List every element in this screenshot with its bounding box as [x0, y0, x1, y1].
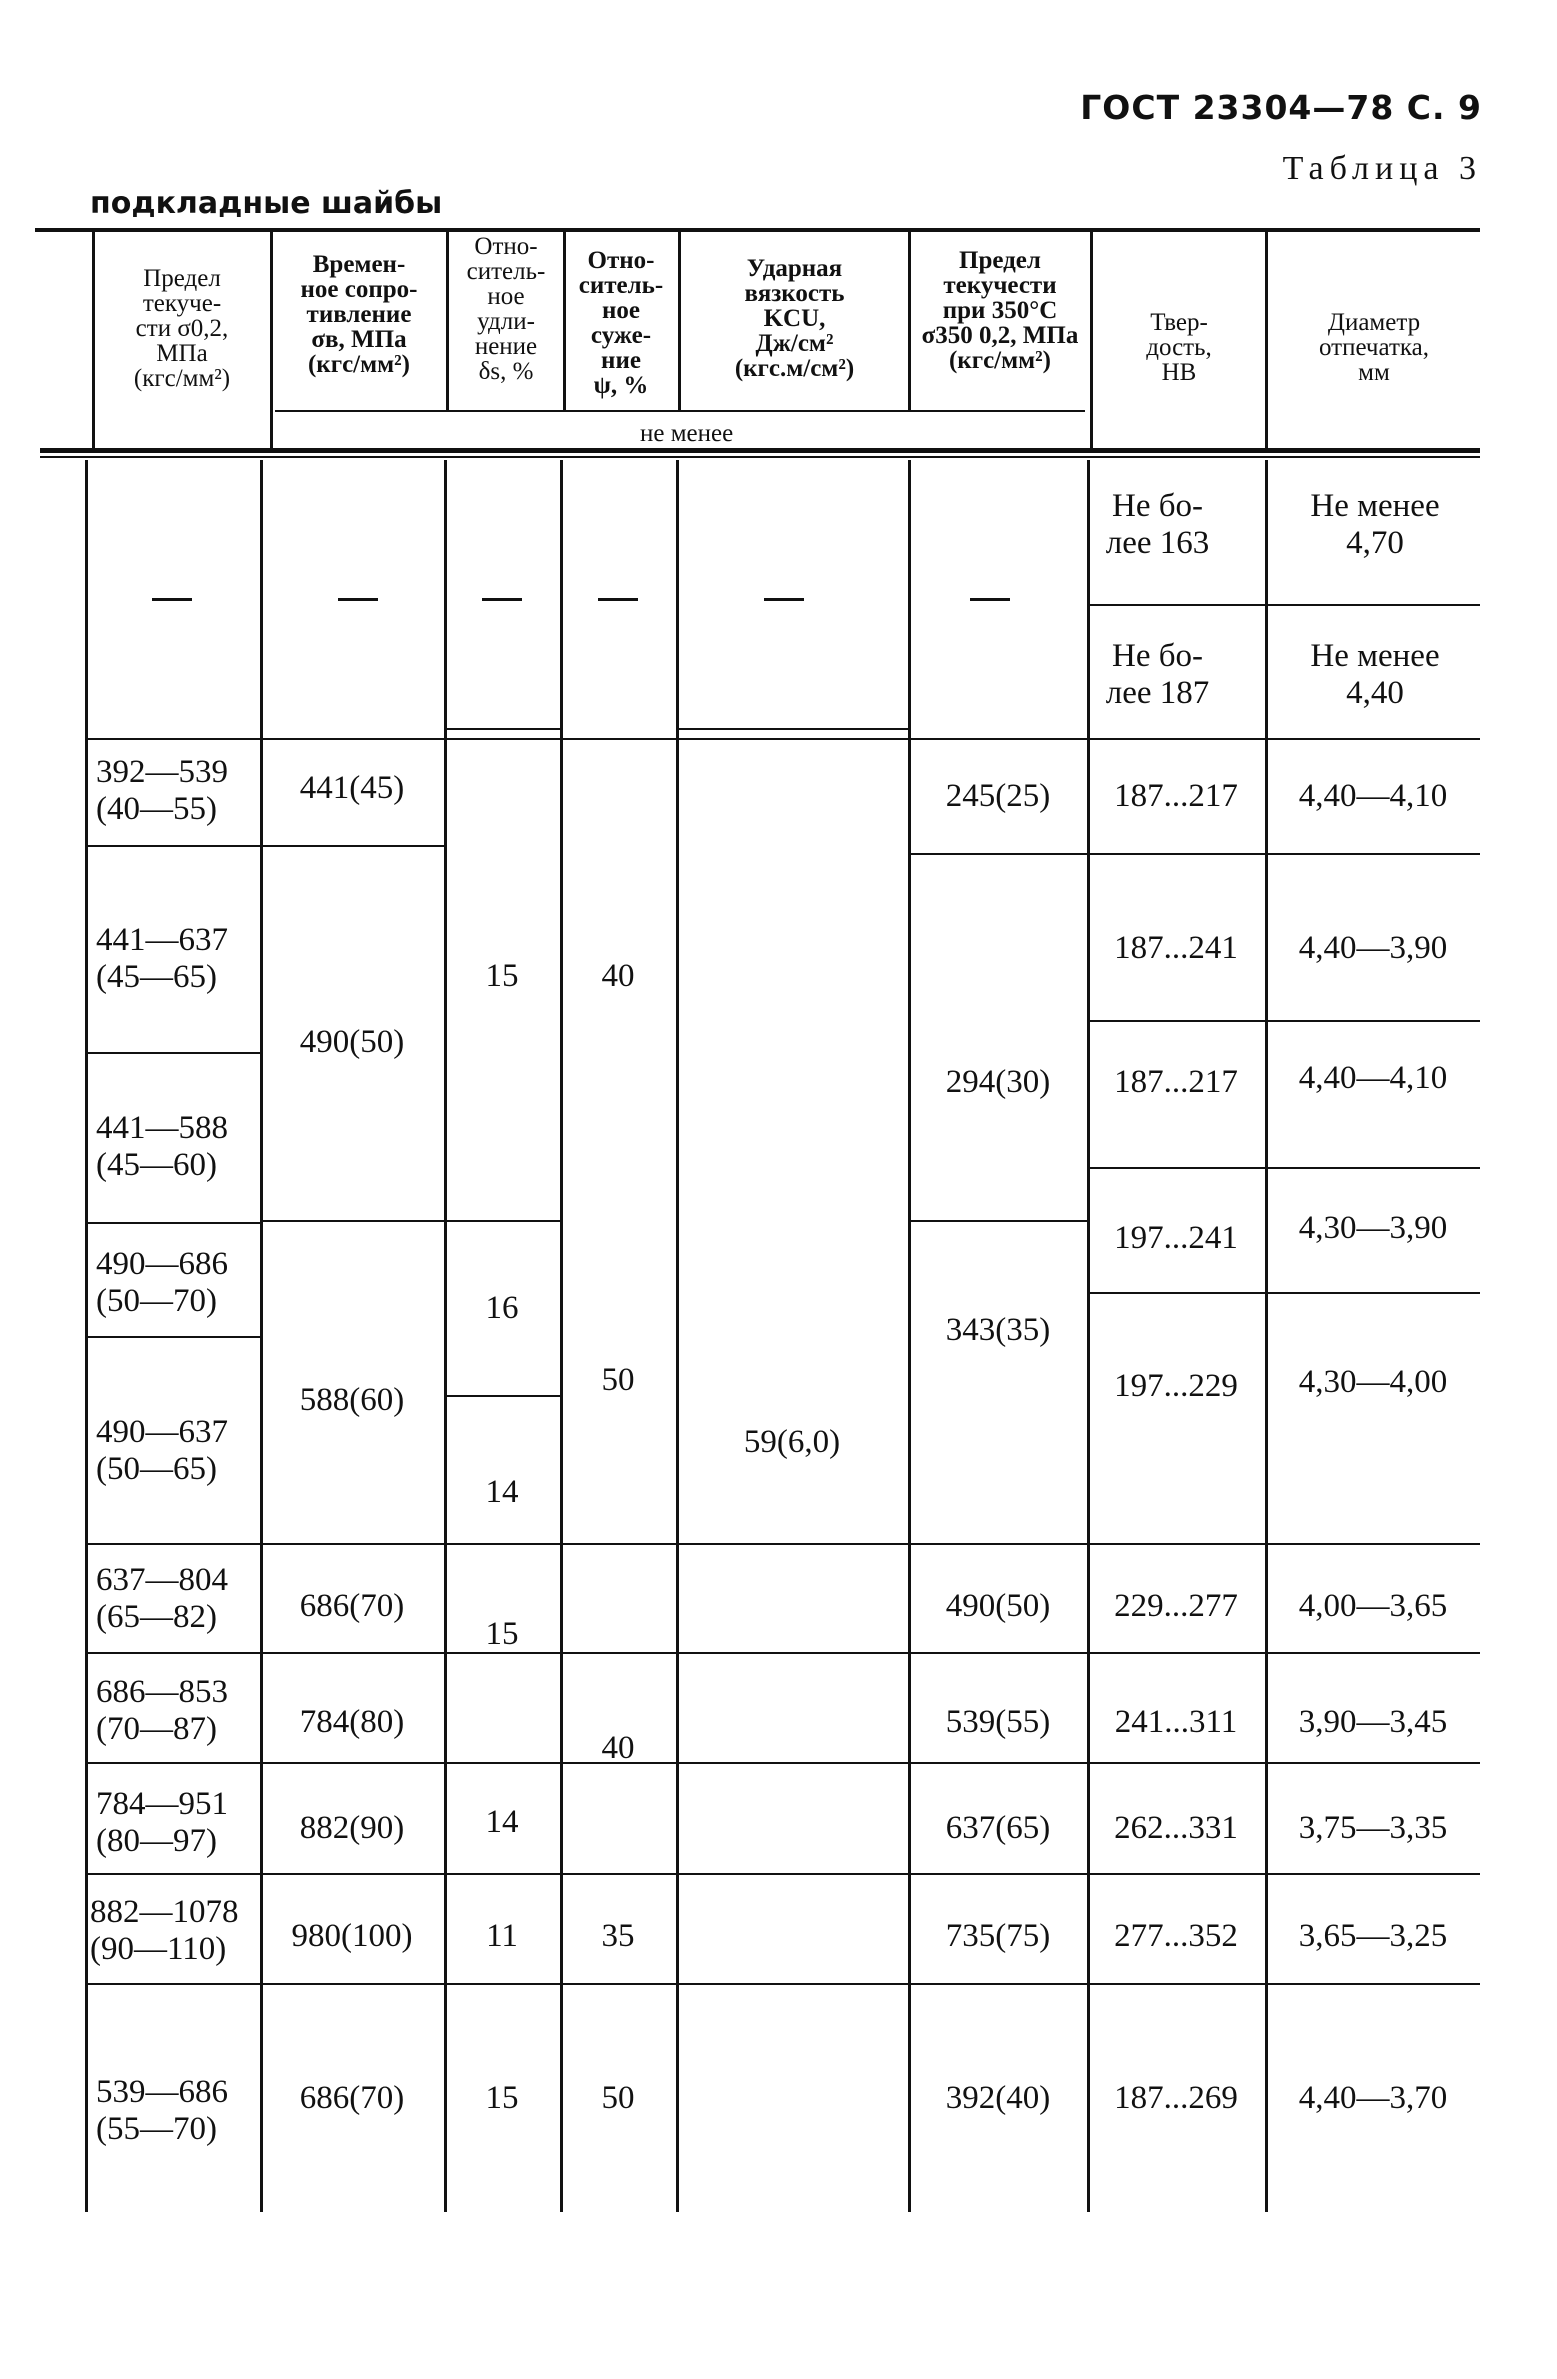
body-rule: [676, 460, 679, 2212]
elongation-cell: 15: [485, 2080, 519, 2116]
diameter-cell: Не менее 4,40: [1310, 638, 1440, 711]
yield350-cell: 637(65): [945, 1810, 1051, 1846]
column-header-yield-350: Предел текучести при 350°С σ350 0,2, МПа (кгс/мм²): [921, 247, 1079, 374]
table-label: Таблица 3: [1282, 150, 1482, 187]
row-rule: [444, 1395, 560, 1397]
empty-dash: [338, 598, 378, 601]
row-rule: [85, 1983, 1480, 1985]
yield-cell: 686—853 (70—87): [96, 1674, 228, 1747]
hardness-cell: 241...311: [1114, 1704, 1238, 1740]
diameter-cell: 4,40—4,10: [1298, 778, 1448, 814]
header-rule: [1090, 232, 1093, 448]
row-rule: [1090, 604, 1480, 606]
hardness-cell: 187...217: [1114, 778, 1238, 814]
row-rule: [260, 1220, 444, 1222]
diameter-cell: 4,00—3,65: [1298, 1588, 1448, 1624]
row-rule: [85, 738, 1480, 740]
yield350-cell: 735(75): [945, 1918, 1051, 1954]
column-header-tensile: Времен- ное сопро- тивление σв, МПа (кгс/мм²): [300, 251, 418, 378]
diameter-cell: 4,40—3,70: [1298, 2080, 1448, 2116]
elongation-cell: 16: [485, 1290, 519, 1326]
tensile-cell: 784(80): [299, 1704, 405, 1740]
header-rule: [92, 232, 95, 448]
yield-cell: 539—686 (55—70): [96, 2074, 228, 2147]
row-rule: [260, 845, 444, 847]
row-rule: [85, 1873, 1480, 1875]
row-rule: [1087, 1020, 1480, 1022]
row-rule: [85, 1652, 1480, 1654]
diameter-cell: 4,30—4,00: [1298, 1364, 1448, 1400]
column-header-elongation: Отно- ситель- ное удли- нение δs, %: [466, 233, 546, 385]
row-rule: [85, 1222, 260, 1224]
hardness-cell: Не бо- лее 163: [1105, 488, 1210, 561]
elongation-cell: 11: [486, 1918, 518, 1954]
row-rule: [85, 1762, 1480, 1764]
table-subtitle: подкладные шайбы: [90, 186, 443, 221]
header-bottom-rule-2: [40, 456, 1480, 458]
yield-cell: 490—686 (50—70): [96, 1246, 228, 1319]
row-rule: [676, 728, 908, 730]
yield350-cell: 343(35): [945, 1312, 1051, 1348]
not-less-rule: [275, 410, 1085, 412]
yield350-cell: 294(30): [945, 1064, 1051, 1100]
yield-cell: 637—804 (65—82): [96, 1562, 228, 1635]
empty-dash: [152, 598, 192, 601]
column-header-narrowing: Отно- ситель- ное суже- ние ψ, %: [578, 247, 664, 399]
hardness-cell: Не бо- лее 187: [1105, 638, 1210, 711]
narrowing-cell: 40: [601, 958, 635, 994]
header-rule: [446, 232, 449, 410]
diameter-cell: 4,30—3,90: [1298, 1210, 1448, 1246]
row-rule: [908, 1220, 1087, 1222]
tensile-cell: 588(60): [299, 1382, 405, 1418]
hardness-cell: 197...241: [1114, 1220, 1238, 1256]
row-rule: [85, 1543, 1480, 1545]
diameter-cell: 4,40—3,90: [1298, 930, 1448, 966]
diameter-cell: 4,40—4,10: [1298, 1060, 1448, 1096]
column-header-yield: Предел текуче- сти σ0,2, МПа (кгс/мм²): [133, 265, 231, 392]
yield-cell: 441—588 (45—60): [96, 1110, 228, 1183]
yield350-cell: 392(40): [945, 2080, 1051, 2116]
tensile-cell: 980(100): [291, 1918, 413, 1954]
hardness-cell: 229...277: [1114, 1588, 1238, 1624]
hardness-cell: 262...331: [1114, 1810, 1238, 1846]
impact-cell: 59(6,0): [743, 1424, 841, 1460]
empty-dash: [970, 598, 1010, 601]
narrowing-cell: 50: [601, 2080, 635, 2116]
elongation-cell: 15: [485, 1616, 519, 1652]
tensile-cell: 490(50): [299, 1024, 405, 1060]
column-header-hardness: Твер- дость, НВ: [1146, 309, 1212, 386]
hardness-cell: 277...352: [1114, 1918, 1238, 1954]
tensile-cell: 686(70): [299, 2080, 405, 2116]
document-header: ГОСТ 23304—78 С. 9: [1080, 88, 1482, 127]
tensile-cell: 686(70): [299, 1588, 405, 1624]
row-rule: [1087, 1292, 1480, 1294]
yield-cell: 441—637 (45—65): [96, 922, 228, 995]
diameter-cell: 3,90—3,45: [1298, 1704, 1448, 1740]
hardness-cell: 197...229: [1114, 1368, 1238, 1404]
header-rule: [908, 232, 911, 410]
yield350-cell: 539(55): [945, 1704, 1051, 1740]
header-rule: [678, 232, 681, 410]
row-rule: [908, 853, 1480, 855]
row-rule: [85, 845, 260, 847]
hardness-cell: 187...269: [1114, 2080, 1238, 2116]
yield-cell: 784—951 (80—97): [96, 1786, 228, 1859]
row-rule: [444, 728, 560, 730]
narrowing-cell: 50: [601, 1362, 635, 1398]
diameter-cell: 3,75—3,35: [1298, 1810, 1448, 1846]
elongation-cell: 14: [485, 1804, 519, 1840]
header-rule: [1265, 232, 1268, 448]
header-rule: [270, 232, 273, 448]
diameter-cell: 3,65—3,25: [1298, 1918, 1448, 1954]
hardness-cell: 187...217: [1114, 1064, 1238, 1100]
row-rule: [85, 1052, 260, 1054]
header-bottom-rule: [40, 448, 1480, 453]
not-less-label: не менее: [640, 420, 734, 447]
narrowing-cell: 40: [601, 1730, 635, 1766]
column-header-impact: Ударная вязкость KCU, Дж/см² (кгс.м/см²): [734, 255, 855, 382]
yield-cell: 392—539 (40—55): [96, 754, 228, 827]
tensile-cell: 441(45): [299, 770, 405, 806]
empty-dash: [764, 598, 804, 601]
tensile-cell: 882(90): [299, 1810, 405, 1846]
table-top-rule: [35, 228, 1480, 232]
yield350-cell: 490(50): [945, 1588, 1051, 1624]
elongation-cell: 15: [485, 958, 519, 994]
hardness-cell: 187...241: [1114, 930, 1238, 966]
narrowing-cell: 35: [601, 1918, 635, 1954]
yield-cell: 490—637 (50—65): [96, 1414, 228, 1487]
row-rule: [85, 1336, 260, 1338]
row-rule: [444, 1220, 560, 1222]
elongation-cell: 14: [485, 1474, 519, 1510]
yield-cell: 882—1078 (90—110): [90, 1894, 239, 1967]
yield350-cell: 245(25): [945, 778, 1051, 814]
column-header-diameter: Диаметр отпечатка, мм: [1318, 309, 1429, 386]
empty-dash: [482, 598, 522, 601]
empty-dash: [598, 598, 638, 601]
row-rule: [1087, 1167, 1480, 1169]
diameter-cell: Не менее 4,70: [1310, 488, 1440, 561]
